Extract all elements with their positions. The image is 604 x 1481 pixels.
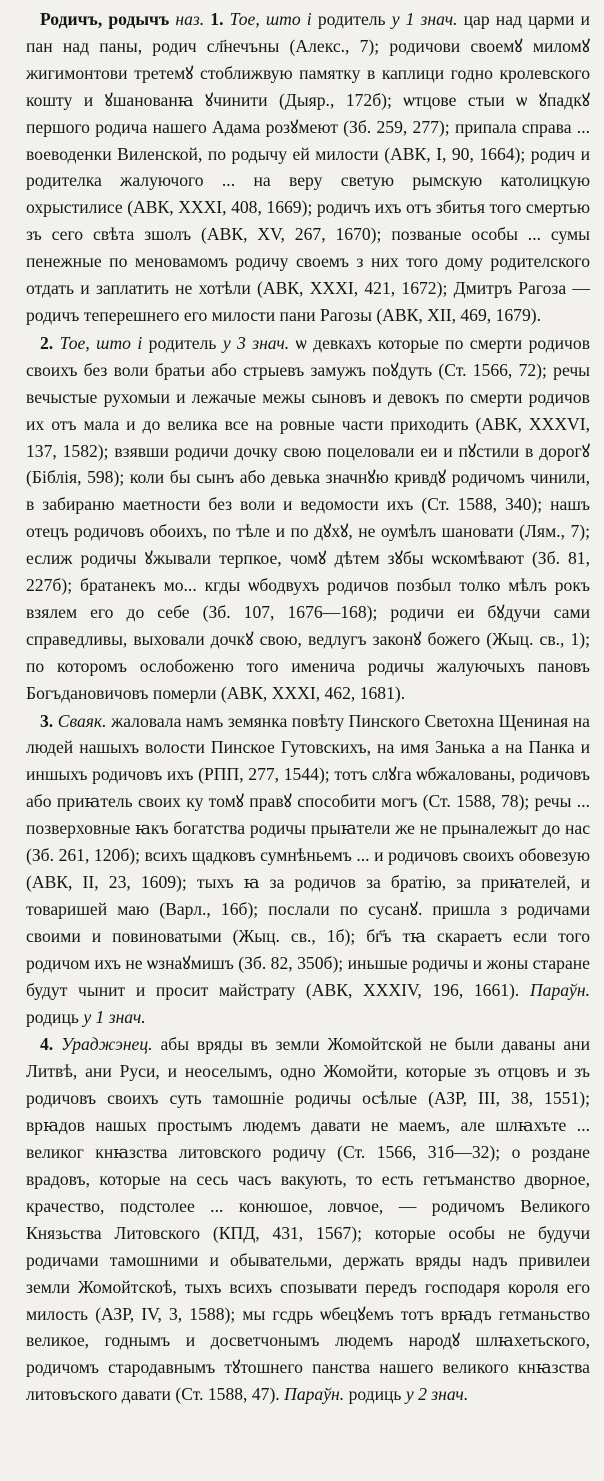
compare-sense: у 2 знач. [405,1384,469,1405]
sense-paragraph-2 [26,330,590,707]
sense-citations: ѡ девкахъ которые по смерти родичов своихъ без воли братьи або стрыевъ замужъ поꙋдуть (Ст. 1566, 72); речы вечыстые рухомыи и лежачые межы сыновъ и девокъ по смерти родичов их отъ мала и до велика все на ровные части приходить (АВК, XXXVI, 137, 1582); взявши родичи дочку свою поцеловали еи и пꙋстили в дорогꙋ (Біблія, 598); коли бы сынъ або девька значнꙋю кривдꙋ родичомъ чинили, в забираню маетности без воли и ведомости ихъ (Ст. 1588, 340); нашъ отецъ родичовъ обоихъ, по тѣле и по дꙋхꙋ, не оумѣлъ шановати (Лям., 7); еслиж родичы ꙋжывали терпкое, чомꙋ дѣтем зꙋбы ѡскомѣвают (Зб. 81, 227б); братанекъ мо... кгды ѡбодвухъ родичов позбыл толко мѣлъ рокъ взялем его до себе (Зб. 107, 1676—168); родичи еи бꙋдучи сами справедливы, выховали дочкꙋ свою, ведлугъ законꙋ божего (Жыц. св., 1); по которомъ ослобоженю того именича родичы жалуючыхъ пановъ Богъдановичовъ померли (АВК, XXXI, 462, 1681). [26,332,591,703]
cross-reference-word: родитель [148,332,217,353]
sense-citations: абы вряды въ земли Жомойтской не были даваны ани Литвѣ, ани Руси, и неоселымъ, одно Жомойти, которые зъ отцовъ и зъ родичовъ своихъ суть тамошніе родичы осѣлые (АЗР, III, 38, 1551); врꙗдов нашых простымъ людемъ давати не маемъ, але шлꙗхъте ... великог кнꙗзства литовского родичу (Ст. 1566, 31б—32); о роздане врадовъ, которые на сесь часъ вакують, то есть гетъманство дворное, крачество, подстолее ... конюшое, ловчое, — родичомъ Великого Князьства Литовского (КПД, 431, 1567); которые особы не будучи родичами тамошними и обывательми, держать вряды надъ привилеи земли Жомойтскоѣ, тыхъ всихъ спозывати передъ господаря короля его милость (АЗР, IV, 3, 1588); мы гсдрь ѡбецꙋемъ тотъ врꙗдъ гетманьство великое, годнымъ и досветчонымъ людемъ народꙋ шлꙗхетьского, родичомъ стародавнымъ тꙋтошнего панства нашего великого кнꙗзства литовъского давати (Ст. 1588, 47). [26,1034,590,1405]
sense-gloss: Сваяк. [57,710,107,731]
part-of-speech: наз. [175,9,205,29]
sense-citations: жаловала намъ земянка повѣту Пинского Светохна Щениная на людей нашыхъ волости Пинское Гутовскихъ, на имя Занька а на Панка и иншыхъ родичовъ ихъ (РПП, 277, 1544); тотъ слꙋга ѡбжалованы, родичовъ або приꙗтель своих ку томꙋ правꙋ способити могъ (Ст. 1588, 78); речы ... позверховные ꙗкъ богатства родичы прыꙗтели же не прыналежыт до нас (Зб. 261, 120б); всихъ щадковъ сумнѣньемъ ... и родичовъ своихъ обовезую (АВК, II, 23, 1609); тыхъ ꙗ за родичов за братію, за приꙗтелей, и товаришей маю (Варл., 16б); послали по сусанꙋ. пришла з родичами своими и повиноватыми (Жыц. св., 1б); бг҃ъ тꙗ скараетъ если того родичом ихъ не ѡзнаꙋмишъ (Зб. 82, 350б); иньшые родичы и жоны старане будут чынит и просит майстрату (АВК, XXXIV, 196, 1661). [26,710,590,1000]
sense-paragraph-4 [26,1031,590,1408]
compare-label: Параўн. [284,1384,345,1405]
dictionary-entry [26,6,590,1408]
cross-reference-sense: у 3 знач. [222,332,290,353]
compare-sense: у 1 знач. [83,1006,146,1027]
compare-word: родиць [348,1384,402,1405]
sense-gloss: Тое, што і [59,332,143,353]
sense-number: 3. [40,710,54,731]
sense-number: 1. [210,9,224,29]
sense-number: 4. [40,1034,54,1055]
sense-gloss: Тое, што і [229,9,312,29]
compare-word: родиць [26,1006,79,1027]
sense-paragraph-3 [26,708,590,1031]
sense-gloss: Ураджэнец. [61,1034,153,1055]
headword: Родичъ, родычъ [40,9,170,29]
cross-reference-sense: у 1 знач. [391,9,458,29]
sense-paragraph-1 [26,6,590,329]
compare-label: Параўн. [529,979,590,1000]
sense-number: 2. [40,332,54,353]
cross-reference-word: родитель [317,9,386,29]
sense-citations: цар над царми и пан над паны, родич сл҃нечъны (Алекс., 7); родичови своемꙋ миломꙋ жигимонтови третемꙋ стоближвую памятку в каплици годно кролевского кошту и ꙋшанованꙗ ꙋчинити (Дыяр., 172б); ѡтцове стыи ѡ ꙋпадкꙋ першого родича нашего Адама розꙋмеют (Зб. 259, 277); припала справа ... воеводенки Виленской, по родычу ей милости (АВК, I, 90, 1664); родич и родителка жалуючого ... на веру светую рымскую католицкую охрыстилисе (АВК, XXXI, 408, 1669); родичъ ихъ отъ збитья того смертью зъ сего свѣта зшолъ (АВК, XV, 267, 1670); позваные особы ... сумы пенежные по меновамомъ родичу своемъ з них того дому родителского отдать и заплатить не хотѣли (АВК, XXXI, 421, 1672); Дмитръ Рагоза — родичъ теперешнего его милости пани Рагозы (АВК, XII, 469, 1679). [26,9,590,325]
